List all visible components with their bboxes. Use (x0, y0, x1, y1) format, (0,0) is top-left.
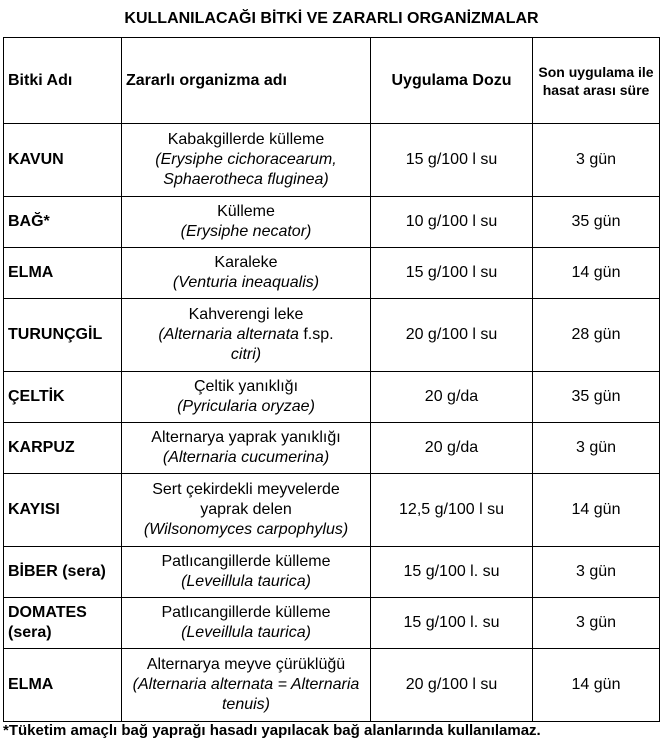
scientific-name: (Leveillula taurica) (181, 624, 311, 641)
table-row (4, 598, 660, 649)
table-row (4, 547, 660, 598)
interval-cell: 14 gün (533, 248, 660, 299)
plant-cell: ÇELTİK (4, 372, 122, 423)
scientific-name: (Alternaria cucumerina) (162, 449, 330, 466)
interval-cell: 14 gün (533, 474, 660, 547)
table-row (4, 372, 660, 423)
organism-name: Kahverengi leke (188, 306, 304, 323)
organism-cell (122, 124, 371, 197)
table-row (4, 124, 660, 197)
table-row (4, 197, 660, 248)
header-interval: Son uygulama ile hasat arası süre (533, 38, 660, 124)
header-dose: Uygulama Dozu (371, 38, 533, 124)
plant-cell: KAYISI (4, 474, 122, 547)
scientific-name-part: citri) (230, 346, 262, 363)
interval-cell: 14 gün (533, 649, 660, 722)
table-row (4, 423, 660, 474)
scientific-name: (Pyricularia oryzae) (177, 398, 315, 415)
scientific-name: (Alternaria alternata = Alternaria tenuis) (132, 676, 360, 713)
organism-cell (122, 474, 371, 547)
plant-cell: ELMA (4, 248, 122, 299)
plant-cell: BİBER (sera) (4, 547, 122, 598)
interval-cell: 35 gün (533, 197, 660, 248)
organism-cell (122, 248, 371, 299)
organism-cell (122, 423, 371, 474)
plant-cell: ELMA (4, 649, 122, 722)
dose-cell: 10 g/100 l su (371, 197, 533, 248)
plant-cell: KARPUZ (4, 423, 122, 474)
dose-cell: 15 g/100 l su (371, 124, 533, 197)
interval-cell: 3 gün (533, 598, 660, 649)
table-header-row (4, 38, 660, 124)
scientific-name: (Leveillula taurica) (181, 573, 311, 590)
organism-cell (122, 197, 371, 248)
organism-name: Sert çekirdekli meyvelerde yaprak delen (152, 481, 340, 518)
organism-name: Patlıcangillerde külleme (161, 553, 331, 570)
page-title: KULLANILACAĞI BİTKİ VE ZARARLI ORGANİZMALAR (124, 10, 539, 27)
interval-cell: 3 gün (533, 124, 660, 197)
header-organism: Zararlı organizma adı (122, 38, 371, 124)
scientific-name: (Erysiphe cichoracearum, Sphaerotheca fluginea) (155, 151, 337, 188)
scientific-name: (Erysiphe necator) (180, 223, 312, 240)
organism-name: Karaleke (214, 254, 278, 271)
organism-name: Çeltik yanıklığı (193, 378, 299, 395)
interval-cell: 28 gün (533, 299, 660, 372)
plant-cell: TURUNÇGİL (4, 299, 122, 372)
scientific-name: (Wilsonomyces carpophylus) (143, 521, 349, 538)
table-row (4, 299, 660, 372)
header-plant: Bitki Adı (4, 38, 122, 124)
scientific-name: (Alternaria alternata (158, 326, 299, 343)
organism-cell (122, 299, 371, 372)
organism-cell (122, 547, 371, 598)
dose-cell: 20 g/100 l su (371, 299, 533, 372)
dose-cell: 20 g/da (371, 423, 533, 474)
table-row (4, 649, 660, 722)
footnote: *Tüketim amaçlı bağ yaprağı hasadı yapılacak bağ alanlarında kullanılamaz. (3, 722, 541, 739)
dose-cell: 12,5 g/100 l su (371, 474, 533, 547)
table-row (4, 474, 660, 547)
dose-cell: 15 g/100 l. su (371, 547, 533, 598)
interval-cell: 3 gün (533, 423, 660, 474)
organism-cell (122, 649, 371, 722)
scientific-name-part: f.sp. (298, 326, 334, 343)
organism-name: Kabakgillerde külleme (167, 131, 325, 148)
interval-cell: 35 gün (533, 372, 660, 423)
organism-cell (122, 372, 371, 423)
organism-name: Alternarya yaprak yanıklığı (151, 429, 341, 446)
organism-name: Külleme (217, 203, 275, 220)
organism-name: Patlıcangillerde külleme (161, 604, 331, 621)
dose-cell: 20 g/da (371, 372, 533, 423)
organism-cell (122, 598, 371, 649)
plant-cell: DOMATES (sera) (4, 598, 122, 649)
dose-cell: 20 g/100 l su (371, 649, 533, 722)
pesticide-table (3, 37, 660, 722)
interval-cell: 3 gün (533, 547, 660, 598)
plant-cell: KAVUN (4, 124, 122, 197)
dose-cell: 15 g/100 l. su (371, 598, 533, 649)
scientific-name: (Venturia ineaqualis) (172, 274, 320, 291)
table-row (4, 248, 660, 299)
dose-cell: 15 g/100 l su (371, 248, 533, 299)
organism-name: Alternarya meyve çürüklüğü (146, 656, 346, 673)
plant-cell: BAĞ* (4, 197, 122, 248)
